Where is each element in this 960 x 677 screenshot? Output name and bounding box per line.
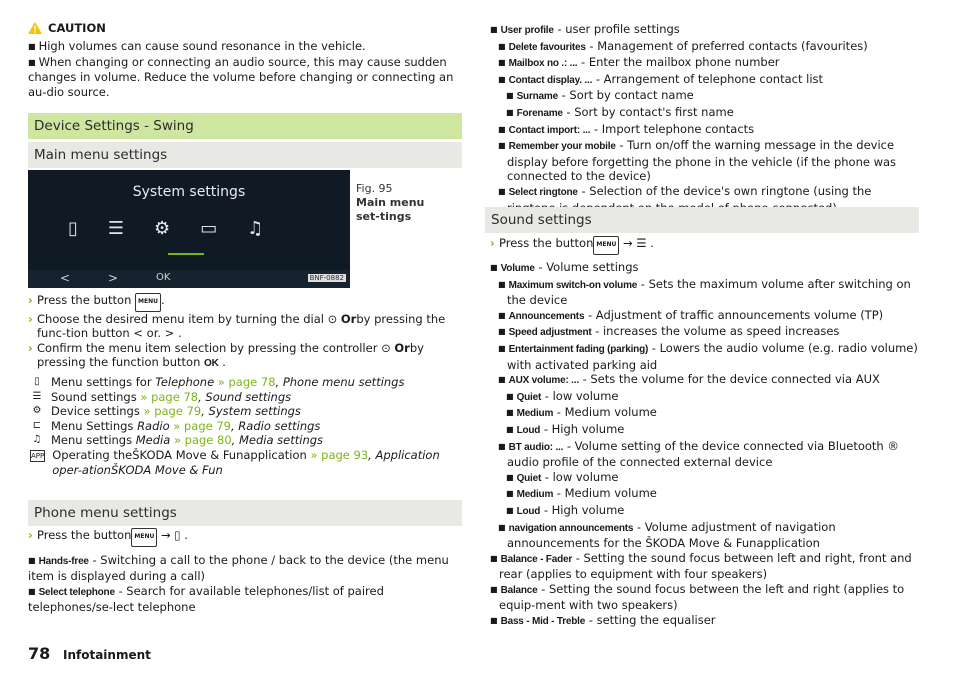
main-steps: [28, 293, 462, 372]
list-item: ■ navigation announcements - Volume adjustment of navigation announcements for the ŠKODA Move & Funapplication: [498, 519, 836, 551]
app-icon: APP: [30, 450, 45, 462]
sound-list: [490, 260, 920, 630]
list-item: ■ Contact display. ... - Arrangement of telephone contact list: [498, 71, 824, 86]
screen-nav-bar: [28, 270, 350, 288]
list-item: ■ BT audio: ... - Volume setting of the device connected via Bluetooth ® audio profile of the connected external device: [498, 438, 899, 470]
menu-item: ▯ Menu settings for Telephone » page 78, Phone menu settings: [28, 375, 462, 390]
list-item: ■ Medium - Medium volume: [506, 405, 657, 420]
list-item: ■ Speed adjustment - increases the volume as speed increases: [498, 324, 840, 339]
car-icon: ⊏: [32, 419, 42, 431]
section-sound-settings: Sound settings: [485, 207, 919, 233]
next-icon[interactable]: >: [108, 271, 119, 285]
menu-item: APP Operating theŠKODA Move & Funapplication » page 93, Application oper-ationŠKODA Move & Fun: [31, 447, 440, 477]
step: › Confirm the menu item selection by pressing the controller ⊙ Orby pressing the function button OK .: [28, 340, 424, 370]
menu-item-list: [28, 375, 462, 477]
bluetooth-icon: ▯: [68, 218, 78, 239]
step: › Press the button MENU → ☰ .: [490, 236, 920, 255]
sound-icon: ☰: [32, 390, 42, 402]
list-item: ■ Forename - Sort by contact's first name: [506, 104, 734, 119]
list-item: ■ Loud - High volume: [506, 502, 625, 517]
warning-icon: [28, 22, 42, 34]
chapter-title: Infotainment: [63, 648, 151, 662]
list-item: ■ Entertainment fading (parking) - Lowers the audio volume (e.g. radio volume) with activated parking aid: [498, 340, 918, 372]
list-item: ■ Medium - Medium volume: [506, 486, 657, 501]
media-icon: ♫: [32, 434, 42, 446]
media-icon: ♫: [247, 218, 264, 239]
list-item: ■ Surname - Sort by contact name: [506, 88, 694, 103]
list-item: ■ Delete favourites - Management of preferred contacts (favourites): [498, 38, 868, 53]
page-number: 78: [28, 644, 51, 663]
list-item: ■ Balance - Setting the sound focus between the left and right (applies to equip-ment with two speakers): [490, 581, 905, 613]
list-item: ■ Contact import: ... - Import telephone contacts: [498, 121, 755, 136]
phone-icon: ▯: [34, 376, 40, 387]
sound-step: [490, 236, 920, 255]
caution-heading: CAUTION: [28, 21, 106, 35]
list-item: ■ Volume - Volume settings: [490, 260, 639, 274]
figure-code: BNF-0882: [309, 274, 344, 282]
user-profile-list: [490, 22, 920, 215]
menu-item: ⊏ Menu Settings Radio » page 79, Radio settings: [28, 419, 462, 434]
menu-item: ♫ Menu settings Media » page 80, Media settings: [28, 433, 462, 448]
section-device-settings: Device Settings - Swing: [28, 113, 462, 139]
list-item: ■ Quiet - low volume: [506, 469, 619, 484]
figure-screen: [28, 170, 350, 288]
screen-title: System settings: [132, 184, 246, 200]
prev-icon[interactable]: <: [60, 271, 71, 285]
sound-icon: ☰: [107, 218, 125, 239]
phone-item: ■ Select telephone - Search for available telephones/list of paired telephones/se-lect telephone: [28, 583, 384, 615]
list-item: ■ Loud - High volume: [506, 421, 625, 436]
section-main-menu: Main menu settings: [28, 142, 462, 168]
phone-menu-content: [28, 528, 462, 615]
list-item: ■ User profile - user profile settings: [490, 22, 680, 36]
list-item: ■ Balance - Fader - Setting the sound focus between left and right, front and rear (applies to equipment with four speakers): [490, 550, 912, 582]
step: › Choose the desired menu item by turning the dial ⊙ Orby pressing the func-tion button < or. > .: [28, 311, 446, 341]
radio-icon: ▭: [200, 218, 218, 239]
caution-text: [28, 39, 462, 99]
caution-line: ■ When changing or connecting an audio source, this may cause sudden changes in volume. Reduce the volume before changing or connecting an au-dio source.: [28, 54, 454, 99]
gear-icon: ⚙: [32, 405, 42, 417]
screen-icon-row: [68, 218, 263, 239]
list-item: ■ Remember your mobile - Turn on/off the warning message in the device display before forgetting the phone in the vehicle (if the phone was connected to the device): [498, 138, 897, 184]
selection-underline: [168, 253, 204, 255]
menu-item: ⚙ Device settings » page 79, System settings: [28, 404, 462, 419]
gear-icon: ⚙: [154, 218, 171, 239]
step: › Press the button MENU → ▯ .: [28, 528, 462, 547]
list-item: ■ AUX volume: ... - Sets the volume for the device connected via AUX: [498, 372, 880, 387]
menu-button-icon: MENU: [135, 293, 161, 312]
figure-caption: Fig. 95 Main menu set-tings: [356, 182, 425, 223]
list-item: ■ Maximum switch-on volume - Sets the maximum volume after switching on the device: [498, 276, 911, 308]
phone-item: ■ Hands-free - Switching a call to the phone / back to the device (the menu item is displayed during a call): [28, 552, 449, 584]
section-phone-menu: Phone menu settings: [28, 500, 462, 526]
caution-line: ■ High volumes can cause sound resonance in the vehicle.: [28, 39, 366, 53]
menu-button-icon: MENU: [131, 528, 157, 547]
menu-button-icon: MENU: [593, 236, 619, 255]
list-item: ■ Announcements - Adjustment of traffic announcements volume (TP): [498, 307, 884, 322]
step: › Press the button MENU .: [28, 293, 462, 312]
list-item: ■ Select ringtone - Selection of the device's own ringtone (using the: [498, 183, 872, 198]
ok-button[interactable]: OK: [156, 272, 171, 283]
list-item: ■ Mailbox no .: ... - Enter the mailbox phone number: [498, 55, 780, 70]
list-item: ■ Bass - Mid - Treble - setting the equaliser: [490, 613, 716, 628]
menu-item: ☰ Sound settings » page 78, Sound settings: [28, 390, 462, 405]
list-item: ■ Quiet - low volume: [506, 388, 619, 403]
